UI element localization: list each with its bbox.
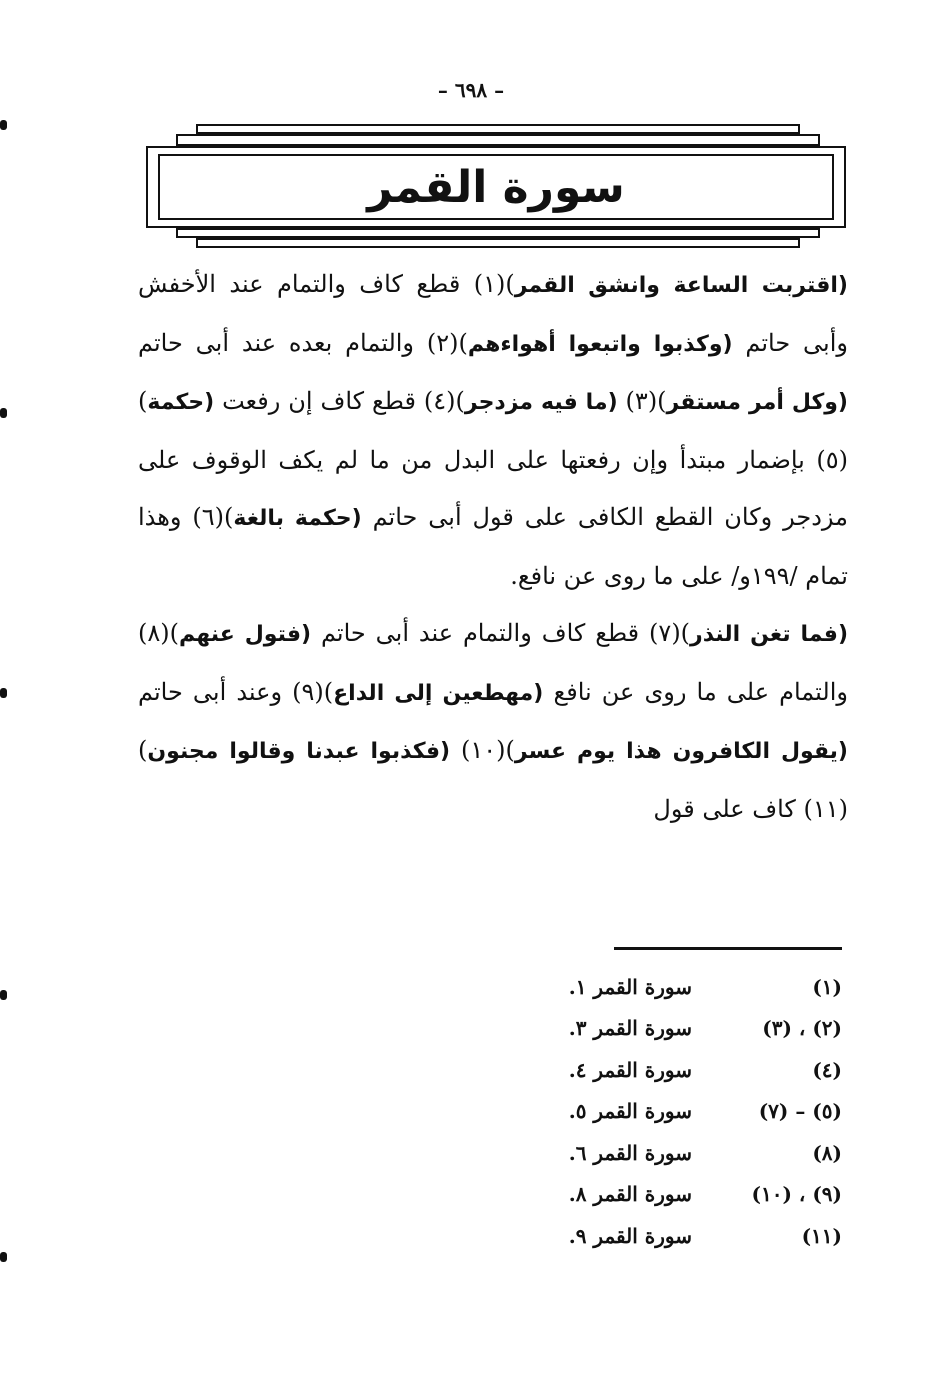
footnote-row [500,1215,842,1257]
footnote-row [500,1049,842,1091]
commentary-text: )(٧) قطع كاف والتمام عند أبى حاتم [311,619,691,647]
commentary-text: )(٩) وعند أبى حاتم [138,677,334,706]
footnote-number: (١) [812,974,842,999]
scan-speck [0,1252,7,1262]
commentary-text: )(٥) بإضمار مبتدأ وإن رفعتها على البدل من ما لم يكف الوقوف على مزدجر وكان القطع الكافى على قول أبى حاتم [138,387,848,531]
body-text [138,256,848,838]
scan-speck [0,408,7,418]
footnote-reference: سورة القمر ٦. [568,1140,692,1165]
footnote-reference: سورة القمر ٨. [568,1182,692,1207]
quran-verse: (فما تغن النذر [690,622,849,647]
commentary-text: )(١) قطع كاف والتمام عند الأخفش وأبى حاتم [138,270,848,357]
frame-top-inner [176,134,820,146]
commentary-text: )(٨) والتمام على ما روى عن نافع [138,619,848,706]
quran-verse: (فتول عنهم [179,622,312,647]
footnote-number: (٢) ، (٣) [762,1016,842,1041]
scan-speck [0,990,7,1000]
scan-speck [0,120,7,130]
quran-verse: ( [837,273,848,298]
footnote-reference: سورة القمر ١. [568,974,692,999]
footnote-row [500,966,842,1008]
footnote-reference: سورة القمر ٤. [568,1057,692,1082]
commentary-text: )(٤) قطع كاف إن رفعت [214,387,465,415]
footnote-row [500,1132,842,1174]
commentary-text: )(١١) كاف على قول [138,736,848,823]
commentary-text: )(١٠) [450,736,515,764]
quran-verse: (وكل أمر مستقر [666,390,848,415]
title-frame [140,118,852,250]
paragraph-1 [138,256,848,605]
commentary-text: )(٢) والتمام بعده عند أبى حاتم [138,328,468,357]
quran-verse: (يقول الكافرون هذا يوم عسر [514,739,848,764]
footnote-number: (٤) [812,1057,842,1082]
quran-verse: (حكمة [147,390,215,415]
footnote-reference: سورة القمر ٩. [568,1223,692,1248]
commentary-text: )(٦) وهذا تمام /١٩٩و/ على ما روى عن نافع. [138,503,848,590]
page-number: – ٦٩٨ – [437,78,505,102]
paragraph-2 [138,605,848,838]
quran-verse: (فكذبوا عبدنا وقالوا مجنون [147,739,451,764]
quran-verse: اقتربت الساعة وانشق القمر [514,273,838,298]
footnote-reference: سورة القمر ٥. [568,1099,692,1124]
quran-verse: (مهطعين إلى الداع [333,680,544,706]
footnote-reference: سورة القمر ٣. [568,1016,692,1041]
footnote-number: (٥) – (٧) [758,1099,842,1124]
footnote-row [500,1091,842,1133]
footnote-row [500,1008,842,1050]
title-inner-border [158,154,834,220]
commentary-text: )(٣) [617,387,667,415]
surah-title: سورة القمر [367,161,625,213]
footnote-number: (٩) ، (١٠) [751,1182,842,1207]
footnote-row [500,1174,842,1216]
footnote-separator [614,947,842,950]
frame-bottom-outer [196,238,800,248]
frame-top-outer [196,124,800,134]
footnotes [500,966,842,1257]
scan-speck [0,688,7,698]
quran-verse: (حكمة بالغة [233,506,362,531]
frame-bottom-inner [176,228,820,238]
quran-verse: (وكذبوا واتبعوا أهواءهم [467,331,733,357]
title-box [146,146,846,228]
footnote-number: (٨) [812,1140,842,1165]
quran-verse: (ما فيه مزدجر [464,390,618,415]
footnote-number: (١١) [801,1223,842,1248]
